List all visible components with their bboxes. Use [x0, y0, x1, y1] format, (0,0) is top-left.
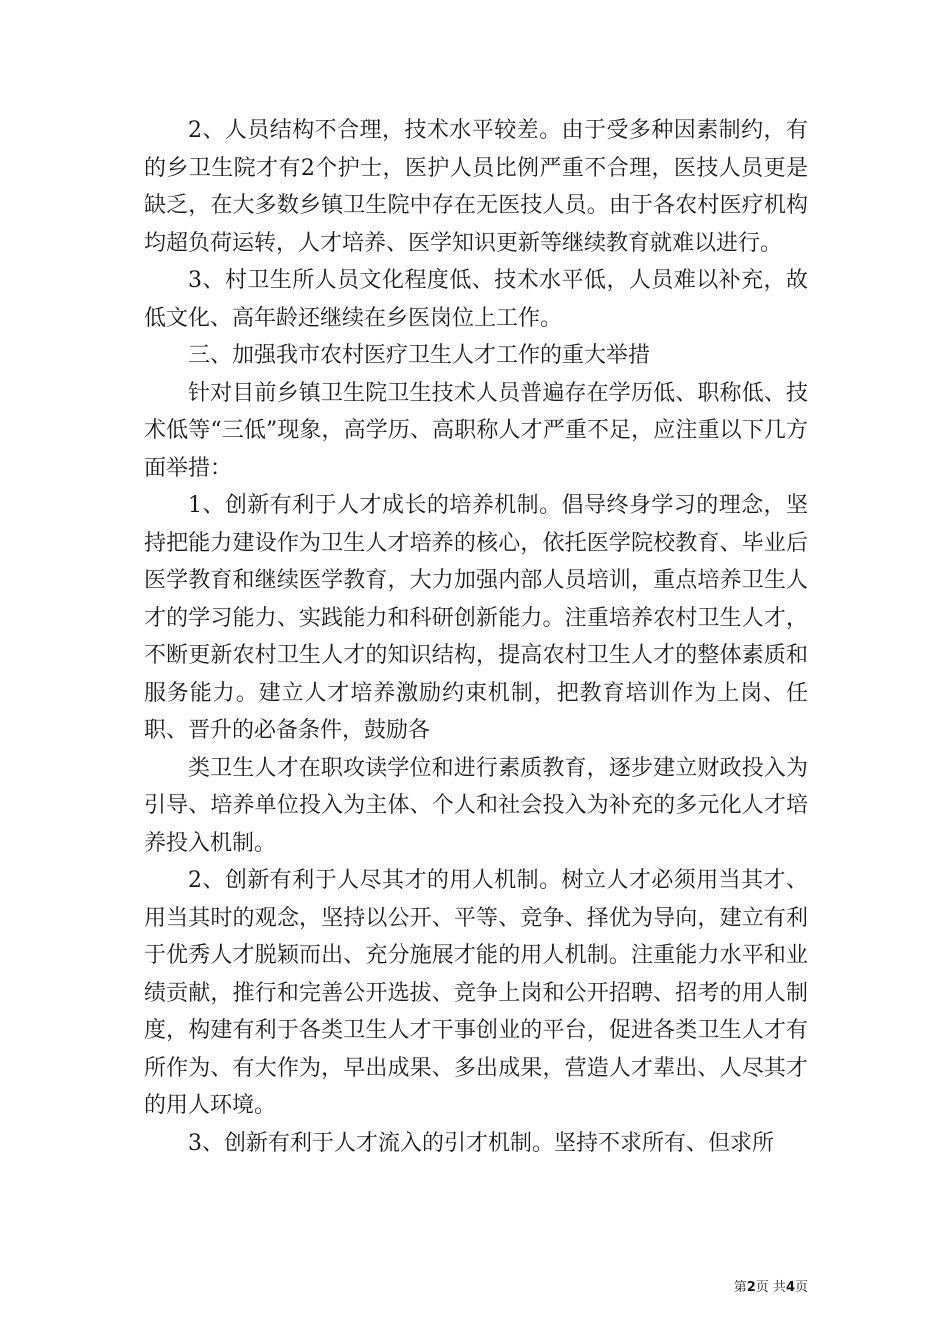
paragraph-training-mechanism: 1、创新有利于人才成长的培养机制。倡导终身学习的理念，坚持把能力建设作为卫生人才培养的核心，依托医学院校教育、毕业后医学教育和继续医学教育，大力加强内部人员培训，重点培养卫生人才的学习能力、实践能力和科研创新能力。注重培养农村卫生人才，不断更新农村卫生人才的知识结构，提高农村卫生人才的整体素质和服务能力。建立人才培养激励约束机制，把教育培训作为上岗、任职、晋升的必备条件，鼓励各 — [144, 493, 808, 743]
paragraph-training-investment: 类卫生人才在职攻读学位和进行素质教育，逐步建立财政投入为引导、培养单位投入为主体、个人和社会投入为补充的多元化人才培养投入机制。 — [144, 755, 808, 856]
footer-middle: 页 共 — [755, 1280, 786, 1295]
paragraph-three-lows: 针对目前乡镇卫生院卫生技术人员普遍存在学历低、职称低、技术低等“三低”现象，高学历、高职称人才严重不足，应注重以下几方面举措： — [144, 380, 808, 481]
footer-suffix: 页 — [794, 1280, 808, 1295]
paragraph-recruitment-mechanism: 3、创新有利于人才流入的引才机制。坚持不求所有、但求所 — [188, 1130, 774, 1156]
paragraph-personnel-structure: 2、人员结构不合理，技术水平较差。由于受多种因素制约，有的乡卫生院才有2个护士，医护人员比例严重不合理，医技人员更是缺乏，在大多数乡镇卫生院中存在无医技人员。由于各农村医疗机构均超负荷运转，人才培养、医学知识更新等继续教育就难以进行。 — [144, 118, 808, 256]
current-page-number: 2 — [746, 1280, 756, 1295]
total-pages-number: 4 — [785, 1280, 795, 1295]
document-body — [144, 112, 808, 1162]
page-number-footer — [706, 1276, 808, 1295]
section-heading-measures: 三、加强我市农村医疗卫生人才工作的重大举措 — [188, 343, 651, 368]
paragraph-employment-mechanism: 2、创新有利于人尽其才的用人机制。树立人才必须用当其才、用当其时的观念，坚持以公开、平等、竞争、择优为导向，建立有利于优秀人才脱颖而出、充分施展才能的用人机制。注重能力水平和业绩贡献，推行和完善公开选拔、竞争上岗和公开招聘、招考的用人制度，构建有利于各类卫生人才干事创业的平台，促进各类卫生人才有所作为、有大作为，早出成果、多出成果，营造人才辈出、人尽其才的用人环境。 — [144, 868, 808, 1118]
paragraph-village-clinic-staff: 3、村卫生所人员文化程度低、技术水平低，人员难以补充，故低文化、高年龄还继续在乡医岗位上工作。 — [144, 268, 808, 331]
footer-prefix: 第 — [733, 1280, 747, 1295]
